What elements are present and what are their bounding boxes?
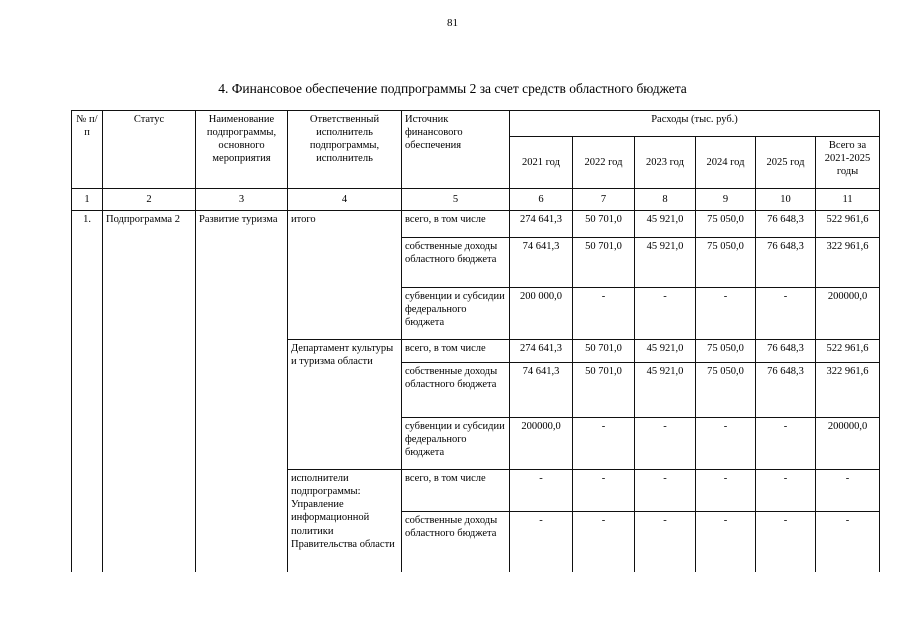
value-cell: 200000,0 bbox=[816, 288, 880, 340]
row-number: 1. bbox=[72, 211, 103, 572]
header-year-total: Всего за 2021-2025 годы bbox=[816, 137, 880, 189]
value-cell: - bbox=[756, 418, 816, 470]
column-number: 10 bbox=[756, 189, 816, 211]
value-cell: 74 641,3 bbox=[510, 363, 573, 418]
column-number: 5 bbox=[402, 189, 510, 211]
header-executor: Ответственный исполнитель подпрограммы, исполнитель bbox=[288, 111, 402, 189]
value-cell: - bbox=[635, 512, 696, 572]
value-cell: - bbox=[696, 288, 756, 340]
source-cell: всего, в том числе bbox=[402, 211, 510, 238]
source-cell: собственные доходы областного бюджета bbox=[402, 512, 510, 572]
header-year: 2025 год bbox=[756, 137, 816, 189]
source-cell: субвенции и субсидии федерального бюджета bbox=[402, 418, 510, 470]
value-cell: 45 921,0 bbox=[635, 211, 696, 238]
value-cell: 200000,0 bbox=[816, 418, 880, 470]
header-source: Источник финансового обеспечения bbox=[402, 111, 510, 189]
value-cell: 274 641,3 bbox=[510, 340, 573, 363]
column-number: 1 bbox=[72, 189, 103, 211]
financing-table bbox=[71, 110, 880, 572]
value-cell: 50 701,0 bbox=[573, 211, 635, 238]
value-cell: - bbox=[510, 470, 573, 512]
column-number: 11 bbox=[816, 189, 880, 211]
value-cell: 75 050,0 bbox=[696, 211, 756, 238]
value-cell: - bbox=[696, 512, 756, 572]
document-title: 4. Финансовое обеспечение подпрограммы 2 за счет средств областного бюджета bbox=[218, 81, 687, 96]
value-cell: - bbox=[696, 470, 756, 512]
column-number: 8 bbox=[635, 189, 696, 211]
source-cell: всего, в том числе bbox=[402, 470, 510, 512]
page-number: 81 bbox=[447, 17, 458, 29]
value-cell: 522 961,6 bbox=[816, 340, 880, 363]
value-cell: - bbox=[816, 470, 880, 512]
value-cell: 274 641,3 bbox=[510, 211, 573, 238]
value-cell: - bbox=[635, 470, 696, 512]
status-cell: Подпрограмма 2 bbox=[103, 211, 196, 572]
value-cell: - bbox=[756, 470, 816, 512]
value-cell: 74 641,3 bbox=[510, 238, 573, 288]
value-cell: 75 050,0 bbox=[696, 363, 756, 418]
source-cell: собственные доходы областного бюджета bbox=[402, 363, 510, 418]
value-cell: 50 701,0 bbox=[573, 363, 635, 418]
value-cell: 76 648,3 bbox=[756, 238, 816, 288]
column-number: 3 bbox=[196, 189, 288, 211]
column-number: 4 bbox=[288, 189, 402, 211]
executor-cell: итого bbox=[288, 211, 402, 340]
value-cell: 200 000,0 bbox=[510, 288, 573, 340]
value-cell: - bbox=[756, 288, 816, 340]
value-cell: - bbox=[510, 512, 573, 572]
value-cell: 45 921,0 bbox=[635, 340, 696, 363]
value-cell: - bbox=[635, 418, 696, 470]
column-number: 7 bbox=[573, 189, 635, 211]
name-cell: Развитие туризма bbox=[196, 211, 288, 572]
value-cell: - bbox=[635, 288, 696, 340]
value-cell: 322 961,6 bbox=[816, 238, 880, 288]
source-cell: собственные доходы областного бюджета bbox=[402, 238, 510, 288]
header-year: 2021 год bbox=[510, 137, 573, 189]
value-cell: 322 961,6 bbox=[816, 363, 880, 418]
header-expenses: Расходы (тыс. руб.) bbox=[510, 111, 880, 137]
value-cell: - bbox=[696, 418, 756, 470]
source-cell: субвенции и субсидии федерального бюджета bbox=[402, 288, 510, 340]
value-cell: - bbox=[573, 418, 635, 470]
executor-cell: Департамент культуры и туризма области bbox=[288, 340, 402, 470]
header-num: № п/п bbox=[72, 111, 103, 189]
column-number: 6 bbox=[510, 189, 573, 211]
value-cell: 45 921,0 bbox=[635, 363, 696, 418]
value-cell: 50 701,0 bbox=[573, 238, 635, 288]
value-cell: 75 050,0 bbox=[696, 238, 756, 288]
column-number: 9 bbox=[696, 189, 756, 211]
value-cell: 76 648,3 bbox=[756, 340, 816, 363]
column-number: 2 bbox=[103, 189, 196, 211]
value-cell: 522 961,6 bbox=[816, 211, 880, 238]
value-cell: - bbox=[573, 288, 635, 340]
value-cell: - bbox=[816, 512, 880, 572]
executor-cell: исполнители подпрограммы: Управление информационной политики Правительства области bbox=[288, 470, 402, 572]
value-cell: 75 050,0 bbox=[696, 340, 756, 363]
header-year: 2022 год bbox=[573, 137, 635, 189]
value-cell: - bbox=[573, 512, 635, 572]
value-cell: 45 921,0 bbox=[635, 238, 696, 288]
value-cell: 50 701,0 bbox=[573, 340, 635, 363]
value-cell: 76 648,3 bbox=[756, 211, 816, 238]
value-cell: - bbox=[756, 512, 816, 572]
value-cell: - bbox=[573, 470, 635, 512]
header-name: Наименование подпрограммы, основного мероприятия bbox=[196, 111, 288, 189]
header-year: 2023 год bbox=[635, 137, 696, 189]
source-cell: всего, в том числе bbox=[402, 340, 510, 363]
value-cell: 76 648,3 bbox=[756, 363, 816, 418]
header-status: Статус bbox=[103, 111, 196, 189]
header-year: 2024 год bbox=[696, 137, 756, 189]
value-cell: 200000,0 bbox=[510, 418, 573, 470]
